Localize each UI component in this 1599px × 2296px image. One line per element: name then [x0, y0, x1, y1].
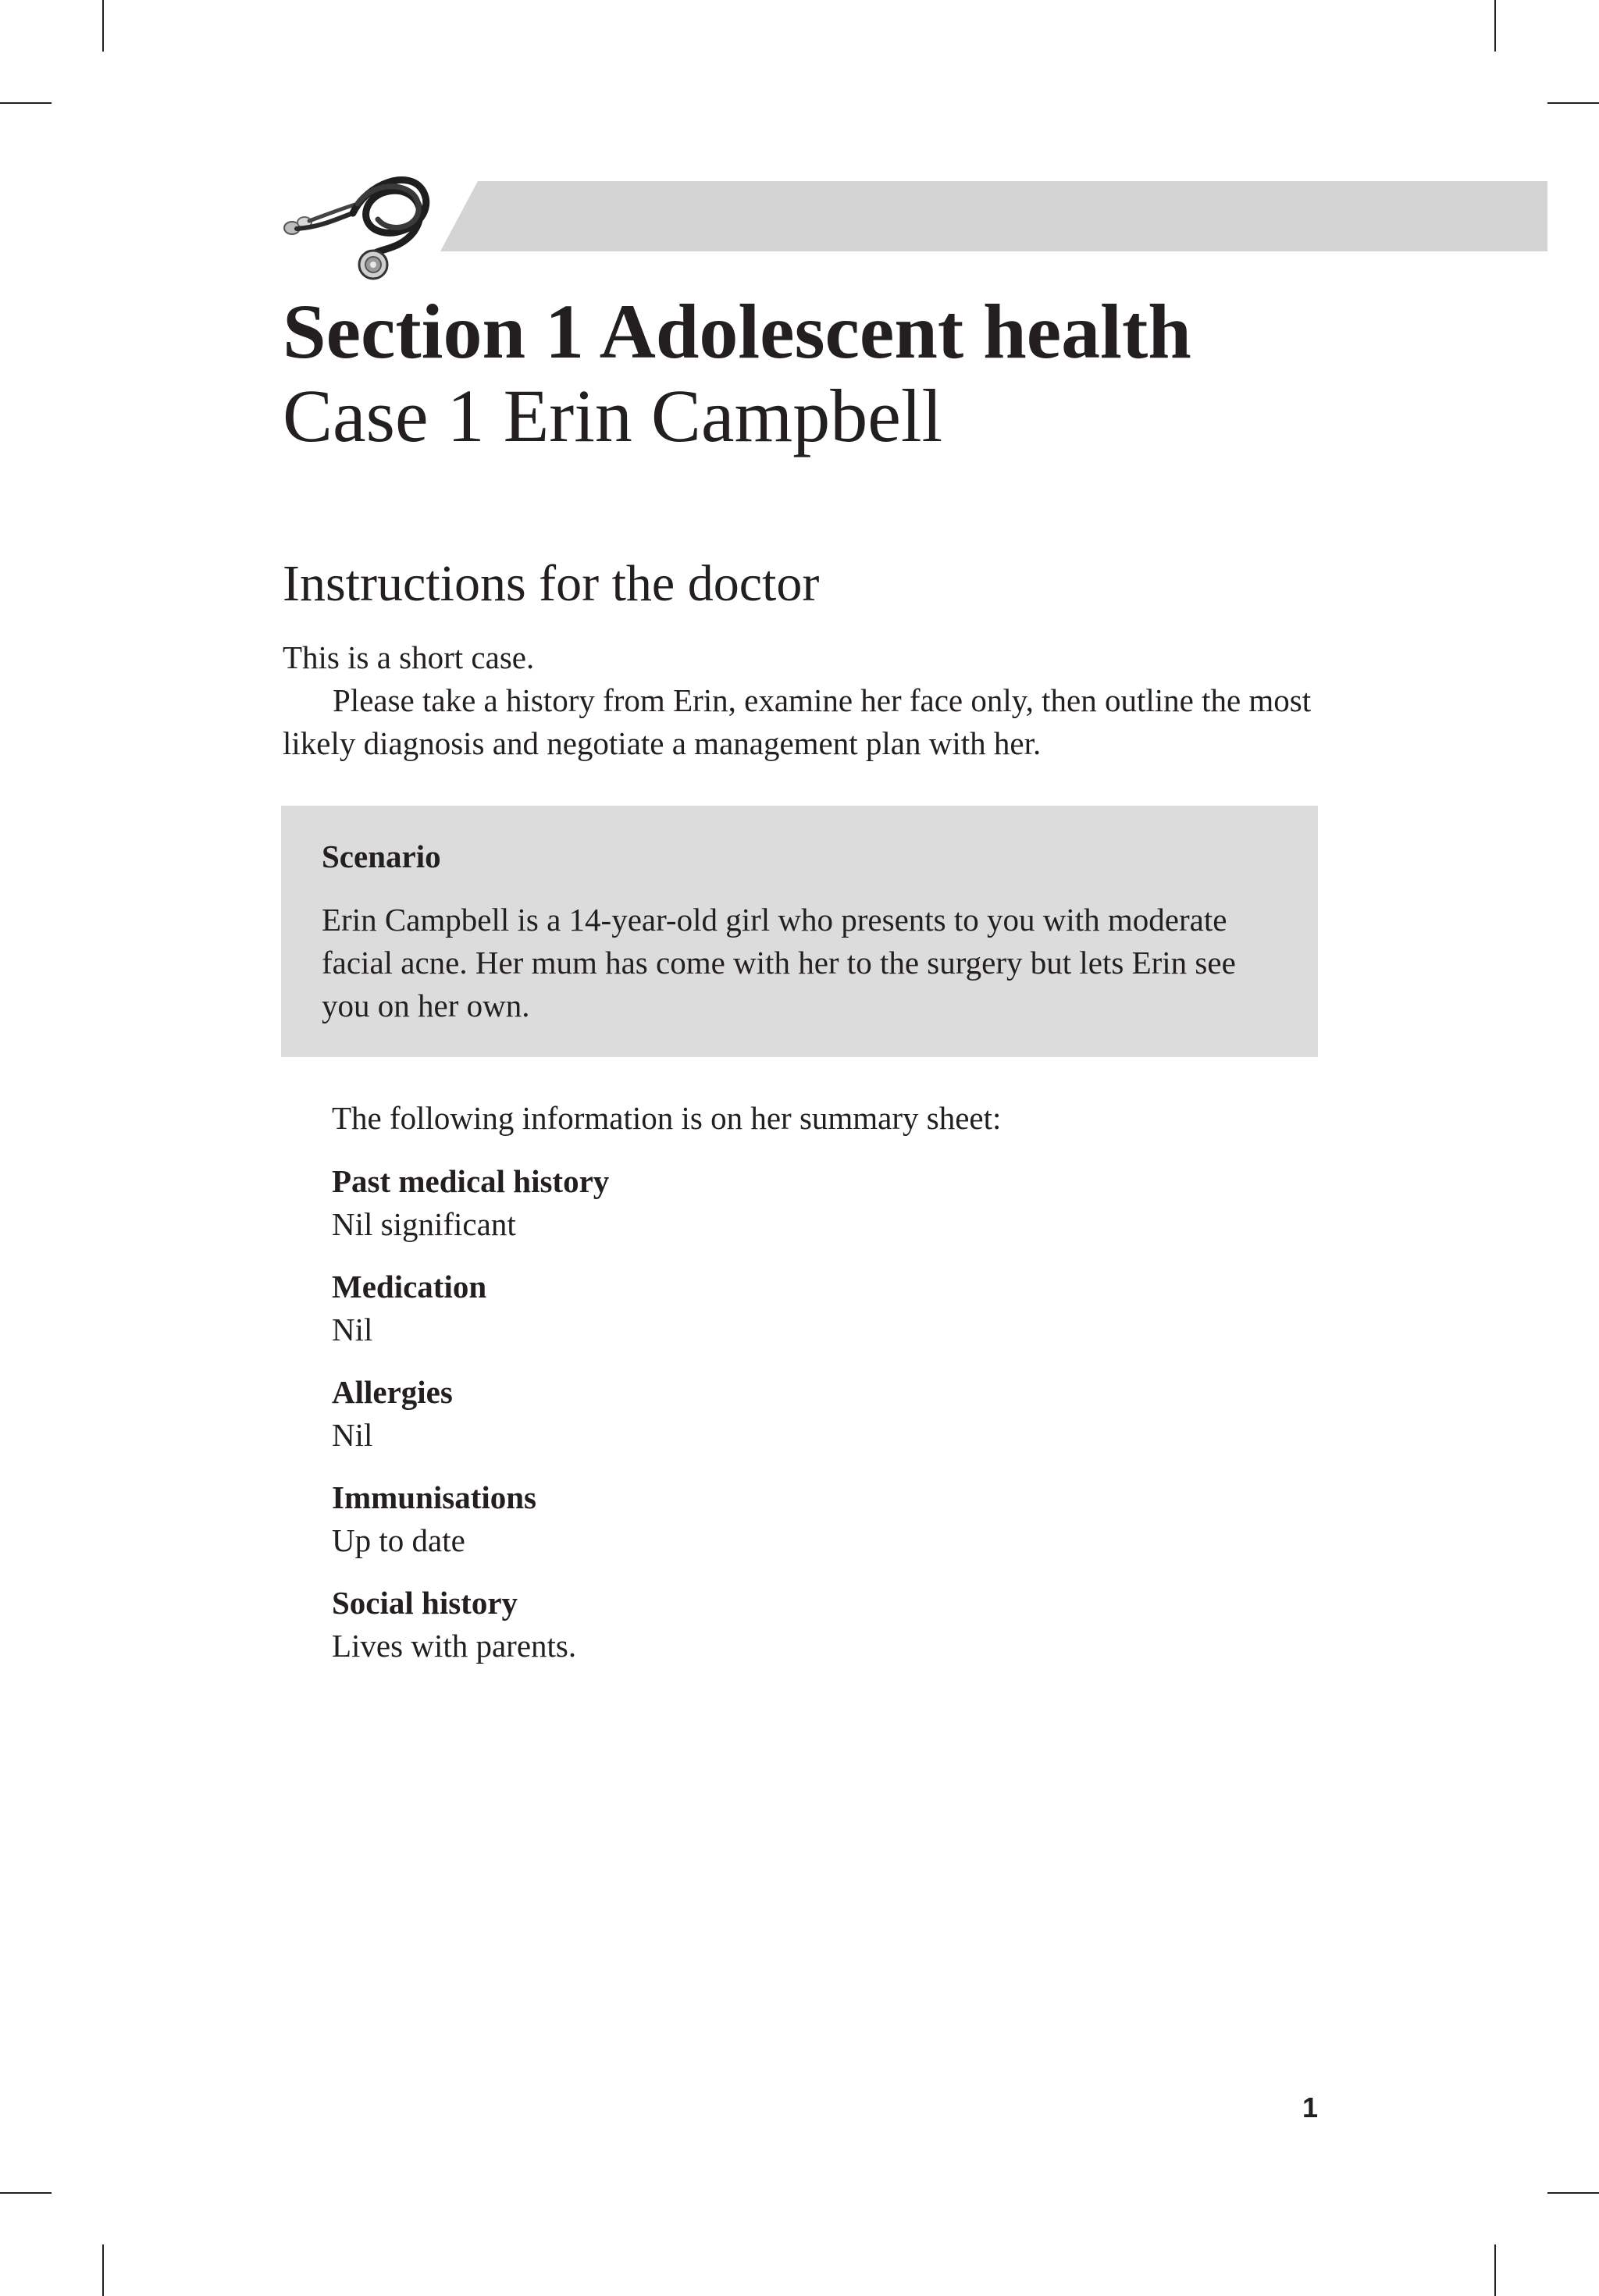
field-value: Up to date: [332, 1522, 465, 1558]
instructions-line-1: This is a short case.: [283, 639, 535, 675]
scenario-heading: Scenario: [322, 838, 441, 874]
field-label: Medication: [332, 1269, 487, 1305]
crop-mark-bottom-left-vertical: [102, 2244, 104, 2296]
summary-intro: The following information is on her summary sheet:: [332, 1100, 1002, 1136]
field-value: Nil: [332, 1417, 373, 1453]
crop-mark-top-right-vertical: [1494, 0, 1496, 52]
section-title: Section 1 Adolescent health: [283, 288, 1191, 375]
field-label: Allergies: [332, 1374, 453, 1410]
instructions-heading: Instructions for the doctor: [283, 555, 820, 612]
crop-mark-bottom-left-horizontal: [0, 2192, 52, 2194]
summary-field-allergies: [332, 1371, 1316, 1457]
crop-mark-top-right-horizontal: [1547, 102, 1599, 104]
field-value: Nil: [332, 1312, 373, 1347]
field-value: Nil significant: [332, 1206, 516, 1242]
instructions-line-2: Please take a history from Erin, examine her face only, then outline the most likely diagnosis and negotiate a management plan with her.: [283, 682, 1312, 761]
stethoscope-icon: [281, 160, 437, 285]
crop-mark-bottom-right-horizontal: [1547, 2192, 1599, 2194]
case-title: Case 1 Erin Campbell: [283, 374, 943, 457]
crop-mark-top-left-vertical: [102, 0, 104, 52]
page-number: 1: [1302, 2091, 1318, 2123]
field-label: Past medical history: [332, 1163, 610, 1199]
summary-field-past-medical-history: [332, 1160, 1316, 1246]
scenario-box: [281, 806, 1318, 1057]
crop-mark-bottom-right-vertical: [1494, 2244, 1496, 2296]
crop-mark-top-left-horizontal: [0, 102, 52, 104]
field-label: Social history: [332, 1585, 518, 1621]
field-value: Lives with parents.: [332, 1628, 577, 1664]
field-label: Immunisations: [332, 1479, 537, 1515]
header-band: [440, 181, 1547, 251]
summary-sheet: [332, 1097, 1316, 1687]
scenario-text: Erin Campbell is a 14-year-old girl who presents to you with moderate facial acne. Her mum has come with her to the surgery but lets Erin see you on her own.: [322, 902, 1236, 1023]
summary-field-immunisations: [332, 1476, 1316, 1562]
summary-field-medication: [332, 1265, 1316, 1351]
summary-field-social-history: [332, 1582, 1316, 1668]
instructions-body: [283, 636, 1321, 765]
